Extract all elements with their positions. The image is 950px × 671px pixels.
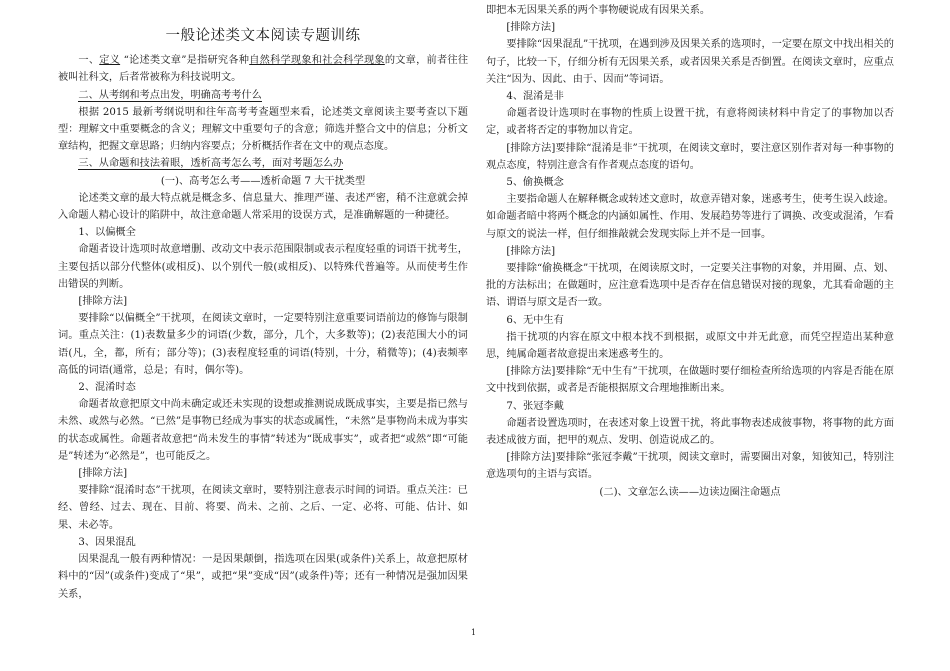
method-paragraph-7: [排除方法]要排除“张冠李戴”干扰项，阅读文章时，需要圈出对象，知彼知己，特别注意选项句的主语与宾语。 [486, 452, 894, 481]
definition-label: 定义 [99, 55, 121, 67]
paragraph-5: 主要指命题人在解释概念或转述文意时，故意弄错对象，迷惑考生，使考生误入歧途。如命题者暗中将两个概念的内涵如属性、作用、发展趋势等进行了调换、改变或混淆，乍看与原文的说法一样，但仔细推敲就会发现实际上并不是一回事。 [486, 194, 894, 240]
method-paragraph-4: [排除方法]要排除“混淆是非”干扰项，在阅读文章时，要注意区别作者对每一种事物的观点态度，特别注意含有作者观点态度的语句。 [486, 142, 894, 171]
paragraph-6: 指干扰项的内容在原文中根本找不到根据，或原文中并无此意，而凭空捏造出某种意思，纯属命题者故意提出来迷惑考生的。 [486, 331, 894, 361]
page-number: 1 [471, 628, 477, 637]
method-paragraph-6: [排除方法]要排除“无中生有”干扰项，在做题时要仔细检查所给选项的内容是否能在原文中找到依据，或者是否能根据原文合理地推断出来。 [486, 366, 894, 395]
definition-underlined: 自然科学现象和社会科学现象 [249, 55, 385, 67]
paragraph-3: 因果混乱一般有两种情况：一是因果颠倒，指选项在因果(或条件)关系上，故意把原材料中的“因”(或条件)变成了“果”，或把“果”变成“因”(或条件)等；还有一种情况是强加因果关系， [58, 554, 468, 600]
left-column [58, 10, 468, 603]
heading-5: 5、偷换概念 [506, 177, 564, 189]
heading-2: 2、混淆时态 [78, 382, 136, 394]
method-label-5: [排除方法] [506, 245, 556, 257]
method-paragraph-3: 要排除“因果混乱”干扰项，在遇到涉及因果关系的选项时，一定要在原文中找出相关的句子，比较一下，仔细分析有无因果关系，或者因果关系是否倒置。在阅读文章时，应重点关注“因为、因此、由于、因而”等词语。 [486, 39, 894, 85]
heading-3: 3、因果混乱 [78, 536, 136, 548]
paragraph-3-continued: 即把本无因果关系的两个事物硬说成有因果关系。 [486, 5, 711, 16]
subsection-1-heading: (一)、高考怎么考——透析命题 7 大干扰类型 [160, 175, 366, 187]
right-column [486, 2, 894, 501]
method-label-2: [排除方法] [78, 468, 128, 480]
method-label-3: [排除方法] [506, 22, 556, 34]
section-2-heading: 二、从考纲和考点出发，明确高考考什么 [78, 89, 262, 101]
method-paragraph-1: 要排除“以偏概全”干扰项，在阅读文章时，一定要特别注意重要词语前边的修饰与限制词。重点关注：(1)表数量多少的词语(少数，部分，几个，大多数等)；(2)表范围大小的词语(凡，全，都，所有；部分等)；(3)表程度轻重的词语(特别，十分，稍微等)；(4)表频率高低的词语(通常，总是；有时，偶尔等)。 [58, 313, 468, 376]
heading-4: 4、混淆是非 [506, 91, 564, 103]
heading-1: 1、以偏概全 [78, 227, 136, 239]
section-3-heading: 三、从命题和技法着眼，透析高考怎么考，面对考题怎么办 [78, 158, 344, 170]
exam-basis-paragraph: 根据 2015 最新考纲说明和往年高考考查题型来看，论述类文章阅读主要考查以下题型：理解文中重要概念的含义；理解文中重要句子的含意；筛选并整合文中的信息；分析文章结构，把握文章思路；归纳内容要点；分析概括作者在文中的观点态度。 [58, 106, 468, 153]
method-label-1: [排除方法] [78, 296, 128, 308]
method-paragraph-2: 要排除“混淆时态”干扰项，在阅读文章时，要特别注意表示时间的词语。重点关注：已经、曾经、过去、现在、目前、将要、尚未、之前、之后、一定、必将、可能、估计、如果、未必等。 [58, 485, 468, 531]
paragraph-7: 命题者设置选项时，在表述对象上设置干扰，将此事物表述成彼事物，将事物的此方面表述成彼方面，把甲的观点、发明、创造说成乙的。 [486, 417, 894, 447]
subsection-2-heading: (二)、文章怎么读——边读边圈注命题点 [599, 486, 781, 498]
heading-6: 6、无中生有 [506, 314, 564, 326]
paragraph-2: 命题者故意把原文中尚未确定或还未实现的设想或推测说成既成事实，主要是指已然与未然、或然与必然。“已然”是事物已经成为事实的状态或属性，“未然”是事物尚未成为事实的状态或属性。命题者故意把“尚未发生的事情”转述为“既成事实”，或者把“或然”即“可能是”转述为“必然是”，也可能反之。 [58, 399, 468, 462]
heading-7: 7、张冠李戴 [506, 400, 564, 412]
section-1-definition: 一、定义 “论述类文章”是指研究各种自然科学现象和社会科学现象的文章，前者往往被叫社科文，后者常被称为科技说明文。 [58, 55, 469, 84]
paragraph-4: 命题者设计选项时在事物的性质上设置干扰，有意将阅读材料中肯定了的事物加以否定，或者将否定的事物加以肯定。 [486, 108, 894, 137]
method-paragraph-5: 要排除“偷换概念”干扰项，在阅读原文时，一定要关注事物的对象，并用圈、点、划、批的方法标出；在做题时，应注意看选项中是否存在信息错误对接的现象，尤其看命题的主语、谓语与原文是否一致。 [486, 263, 894, 309]
document-title: 一般论述类文本阅读专题训练 [165, 28, 361, 44]
intro-paragraph: 论述类文章的最大特点就是概念多、信息量大、推理严谨、表述严密，稍不注意就会掉入命题人精心设计的陷阱中，故注意命题人常采用的设误方式，是准确解题的一种捷径。 [58, 192, 468, 222]
paragraph-1: 命题者设计选项时故意增删、改动文中表示范围限制或表示程度轻重的词语干扰考生，主要包括以部分代整体(或相反)、以个别代一般(或相反)、以特殊代普遍等。从而使考生作出错误的判断。 [58, 244, 468, 290]
